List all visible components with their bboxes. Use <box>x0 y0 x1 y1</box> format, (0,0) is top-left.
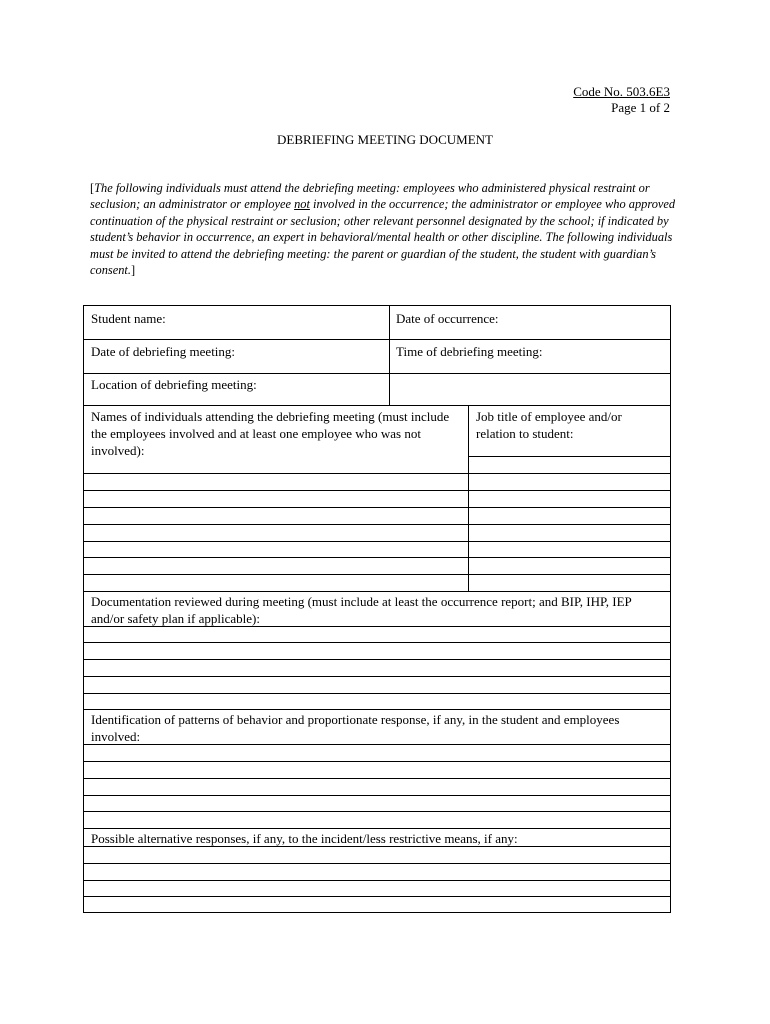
row-divider <box>84 896 670 897</box>
row-divider <box>84 811 670 812</box>
column-divider <box>468 405 469 591</box>
intro-close-bracket: ] <box>130 263 136 278</box>
row-divider <box>84 373 670 374</box>
row-divider <box>84 744 670 745</box>
page-number: Page 1 of 2 <box>611 100 670 115</box>
column-divider <box>389 306 390 405</box>
row-divider <box>84 659 670 660</box>
row-divider <box>84 795 670 796</box>
row-divider <box>84 541 670 542</box>
row-divider <box>84 574 670 575</box>
row-divider <box>84 693 670 694</box>
documentation-label: Documentation reviewed during meeting (must include at least the occurrence report; and BIP, IHP, IEP and/or safety plan if applicable): <box>91 594 632 626</box>
debriefing-form <box>83 305 671 913</box>
row-divider <box>84 846 670 847</box>
row-divider <box>84 676 670 677</box>
row-divider <box>84 524 670 525</box>
intro-text-part1: The following individuals must attend the debriefing meeting: employees who administered physical restraint or seclusion; an administrator or employee <box>90 181 650 212</box>
student-name-label: Student name: <box>91 311 166 326</box>
row-divider <box>84 642 670 643</box>
date-meeting-label: Date of debriefing meeting: <box>91 344 236 359</box>
row-divider <box>84 778 670 779</box>
location-label: Location of debriefing meeting: <box>91 377 257 392</box>
row-divider <box>84 339 670 340</box>
attendees-label: Names of individuals attending the debriefing meeting (must include the employees involved and at least one employee who was not involved): <box>91 409 450 458</box>
page-title: DEBRIEFING MEETING DOCUMENT <box>277 132 493 147</box>
row-divider <box>84 761 670 762</box>
row-divider <box>84 405 670 406</box>
intro-open-bracket: [ <box>90 181 95 195</box>
row-divider <box>84 863 670 864</box>
row-divider <box>84 828 670 829</box>
intro-text-part2: involved in the occurrence; the administrator or employee who approved continuation of the physical restraint or seclusion; other relevant personnel designated by the school; if indicated by student’s behavior in occurrence, an expert in behavioral/mental health or other discipline. The following individuals must be invited to attend the debriefing meeting: the parent or guardian of the student, the student with guardian’s consent. <box>90 197 676 278</box>
row-divider <box>84 709 670 710</box>
code-number: Code No. 503.6E3 <box>573 84 670 99</box>
row-divider <box>468 456 670 457</box>
job-title-label: Job title of employee and/or relation to student: <box>476 409 622 441</box>
date-occurrence-label: Date of occurrence: <box>396 311 499 326</box>
row-divider <box>84 626 670 627</box>
time-meeting-label: Time of debriefing meeting: <box>396 344 543 359</box>
alternatives-label: Possible alternative responses, if any, to the incident/less restrictive means, if any: <box>91 831 518 846</box>
row-divider <box>84 473 670 474</box>
intro-underlined-word: not <box>294 197 310 212</box>
row-divider <box>84 557 670 558</box>
row-divider <box>84 880 670 881</box>
row-divider <box>84 490 670 491</box>
row-divider <box>84 507 670 508</box>
row-divider <box>84 591 670 592</box>
intro-paragraph <box>90 180 680 278</box>
patterns-label: Identification of patterns of behavior and proportionate response, if any, in the student and employees involved: <box>91 712 620 744</box>
document-header <box>573 84 670 116</box>
